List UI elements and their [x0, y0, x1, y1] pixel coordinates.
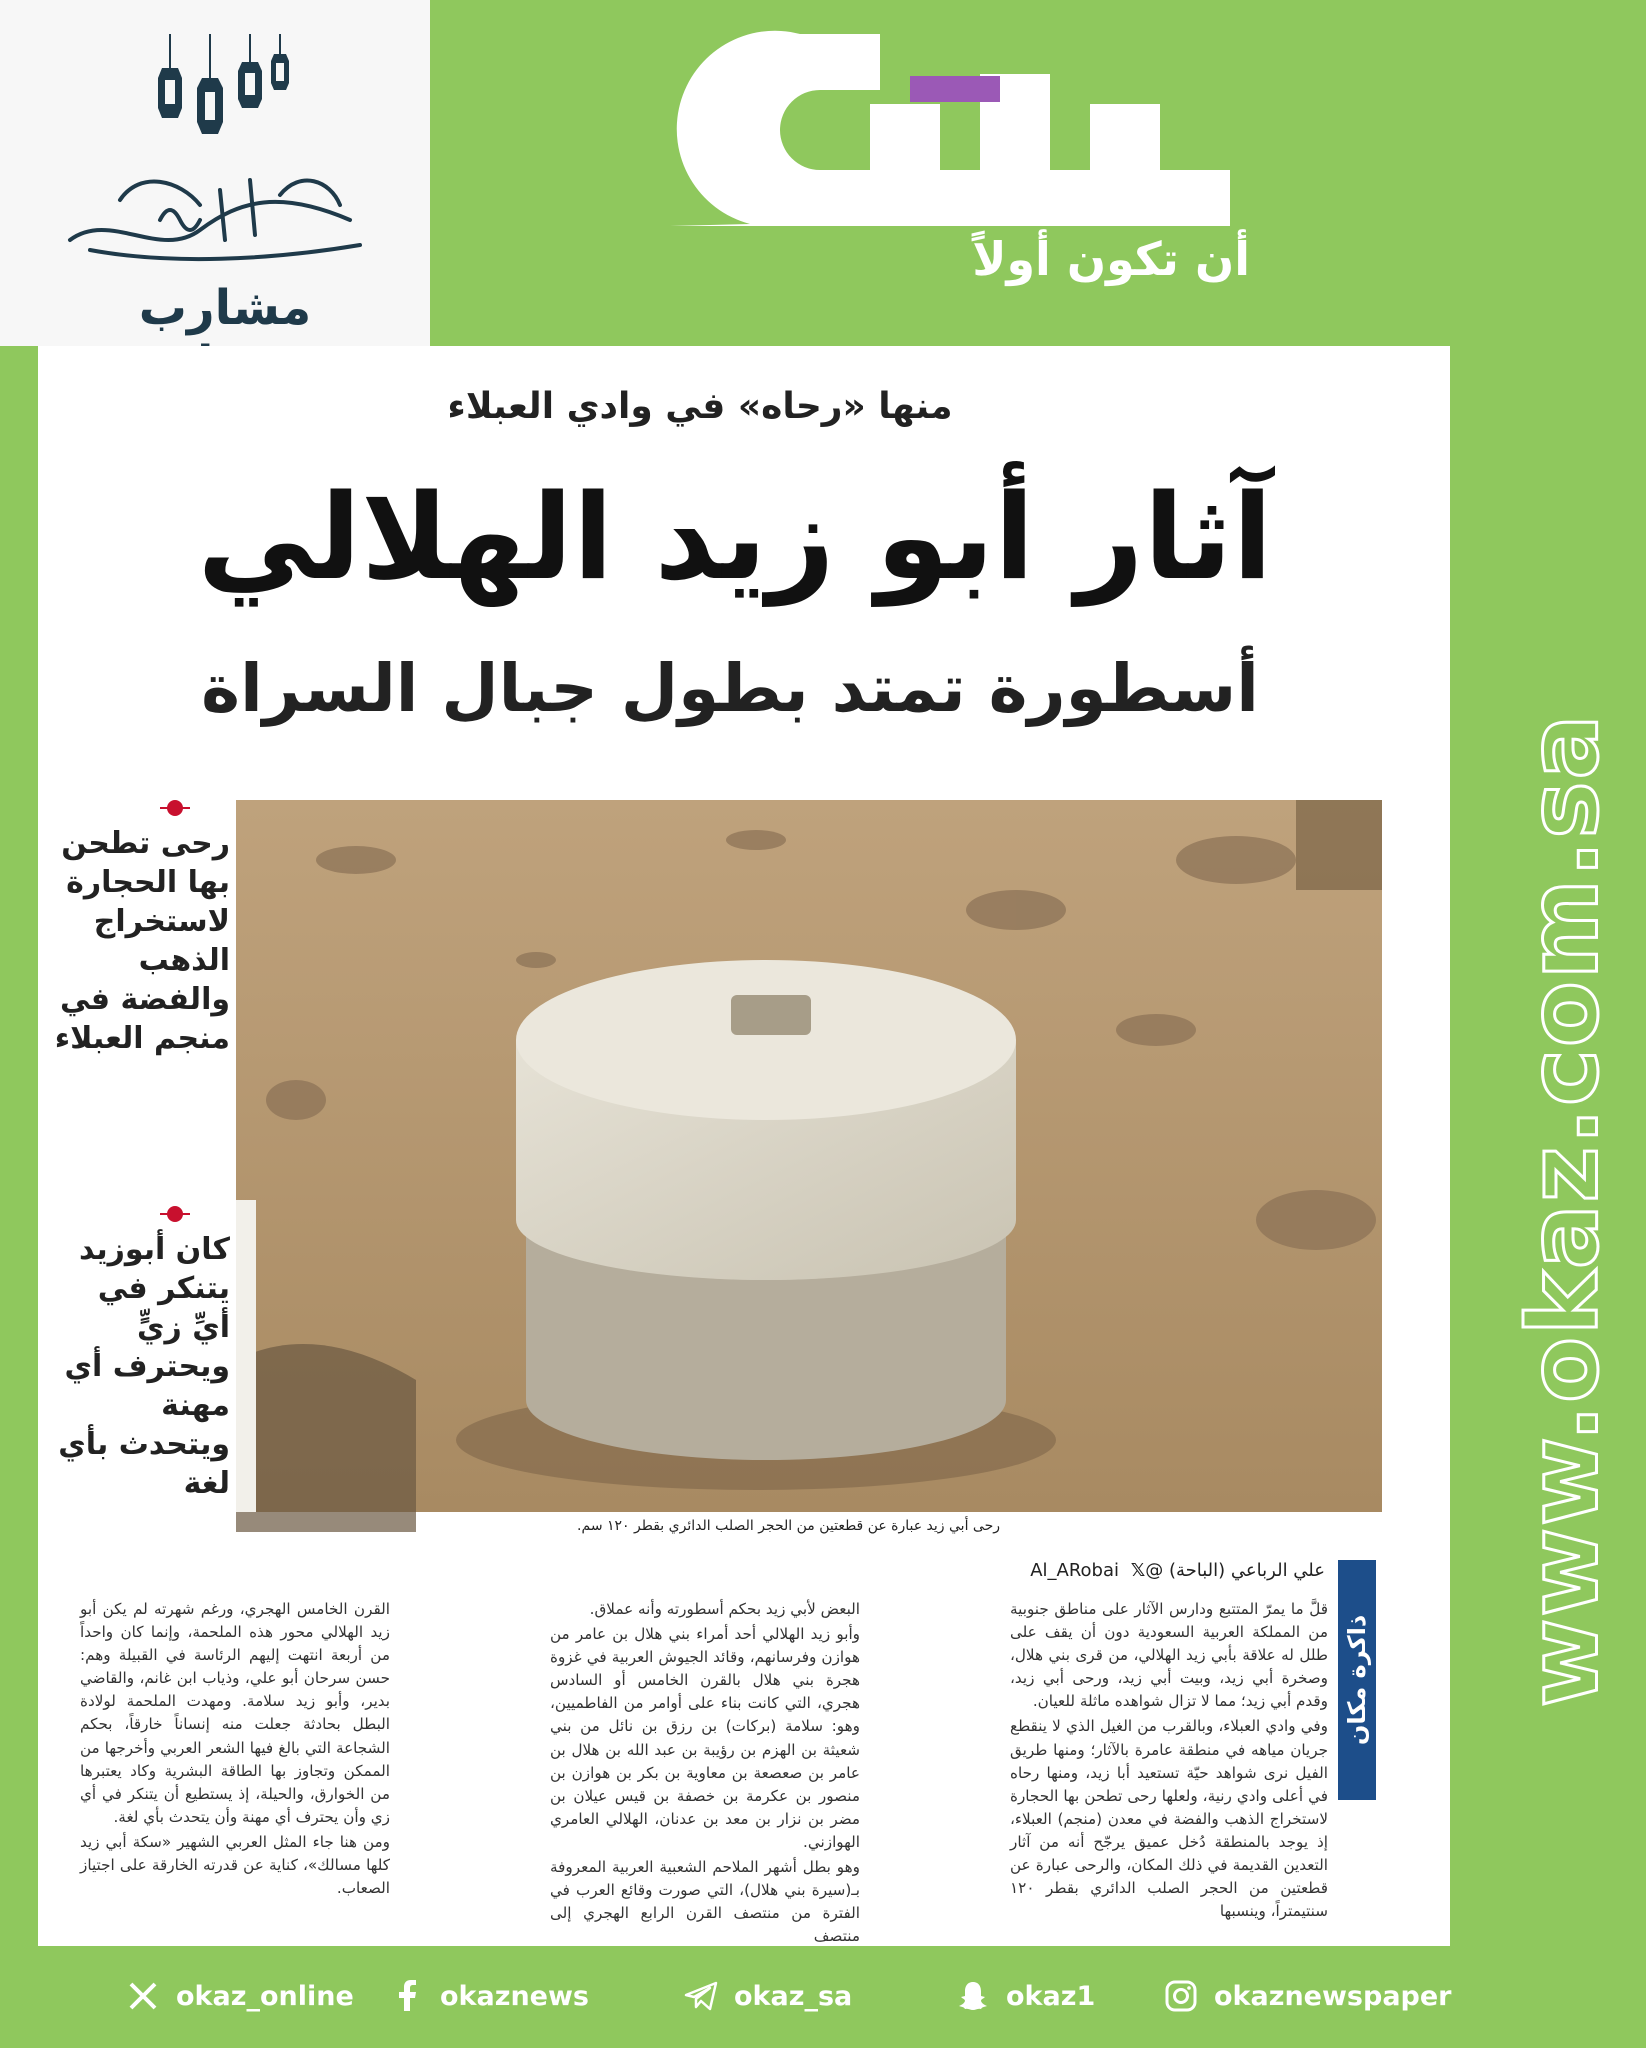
- pull-quote-text: كان أبوزيد يتنكر في أيِّ زيٍّ ويحترف أي مهنة ويتحدث بأي لغة: [58, 1232, 230, 1501]
- paragraph: ومن هنا جاء المثل العربي الشهير «سكة أبي زيد كلها مسالك»، كناية عن قدرته الخارقة على اجتياز الصعاب.: [80, 1832, 390, 1898]
- paragraph: البعض لأبي زيد بحكم أسطورته وأنه عملاق.: [589, 1600, 860, 1618]
- article-kicker: منها «رحاه» في وادي العبلاء: [447, 386, 953, 427]
- okaz-logo: [660, 36, 1250, 236]
- social-handle[interactable]: okaznewspaper: [1214, 1980, 1452, 2012]
- article-column-middle: [550, 1598, 860, 1946]
- ramadan-calligraphy: [50, 150, 380, 270]
- social-handle[interactable]: okaz_sa: [734, 1980, 853, 2012]
- social-handle[interactable]: okaz1: [1006, 1980, 1096, 2012]
- article-column-left: [80, 1598, 390, 1918]
- paragraph: وفي وادي العبلاء، وبالقرب من الغيل الذي لا ينقطع جريان مياهه في منطقة عامرة بالآثار؛ ومنها طريق الفيل نرى شواهد حيّة تستعيد أبا زيد، ومنها رحاه في أعلى وادي رنية، ولعلها رحى تطحن بها الحجارة لاستخراج الذهب والفضة في معدن (منجم) العبلاء، إذ يوجد بالمنطقة دُخل عميق يرجّح أنه من آثار التعدين القديمة في ذلك المكان، والرحى عبارة عن قطعتين من الحجر الصلب الدائري بقطر ١٢٠ سنتيمتراً، وينسبها: [1010, 1717, 1328, 1921]
- social-handle[interactable]: okaznews: [440, 1980, 589, 2012]
- snapchat-icon: [956, 1979, 990, 2013]
- instagram-icon: [1164, 1979, 1198, 2013]
- article-subhead: أسطورة تمتد بطول جبال السراة: [201, 650, 1259, 727]
- social-facebook[interactable]: [390, 1976, 589, 2016]
- photo-caption: رحى أبي زيد عبارة عن قطعتين من الحجر الصلب الدائري بقطر ١٢٠ سم.: [577, 1518, 1000, 1534]
- slogan: أن تكون أولاً: [972, 232, 1250, 286]
- social-x[interactable]: [126, 1976, 354, 2016]
- article-column-right: [1010, 1598, 1328, 1921]
- social-handle[interactable]: okaz_online: [176, 1980, 354, 2012]
- ramadan-panel: [0, 0, 430, 346]
- pull-quote-1: [50, 798, 230, 1058]
- section-label: ذاكرة مكان: [1343, 1614, 1372, 1746]
- millstone-photo: [236, 800, 1382, 1512]
- byline-author: علي الرباعي (الباحة): [1168, 1560, 1325, 1581]
- paragraph: وأبو زيد الهلالي أحد أمراء بني هلال بن عامر من هوازن وفرسانهم، وقائد الجيوش العربية في غزوة هجرة بني هلال بالقرن الخامس أو السادس هجري، التي كانت بناء على أوامر من الفاطميين، وهو: سلامة (بركات) بن رزق بن نائل من بني شعيثة بن الهزم بن رؤيبة بن عبد الله بن هلال بن عامر بن صعصعة بن معاوية بن بكر بن هوازن بن منصور بن عكرمة بن خصفة بن قيس عيلان بن مضر بن نزار بن معد بن عدنان، الهلالي العامري الهوازني.: [550, 1625, 860, 1851]
- byline-handle[interactable]: @Al_ARobai: [1030, 1560, 1164, 1581]
- paragraph: قلَّ ما يمرّ المتتبع ودارس الآثار على مناطق جنوبية من المملكة العربية السعودية دون أن يقف على طلل له علاقة بأبي زيد الهلالي، من قرى بني هلال، وصخرة أبي زيد، وبيت أبي زيد، ورحى أبي زيد، وقدم أبي زيد؛ مما لا تزال شواهده ماثلة للعيان.: [1010, 1600, 1328, 1711]
- red-dot-icon: [160, 798, 190, 818]
- paragraph: وهو بطل أشهر الملاحم الشعبية العربية المعروفة بـ(سيرة بني هلال)، التي صورت وقائع العرب في الفترة من منتصف القرن الرابع الهجري إلى منتصف: [550, 1858, 860, 1946]
- social-snapchat[interactable]: [956, 1976, 1095, 2016]
- logo-accent: [910, 76, 1000, 102]
- section-badge: [1338, 1560, 1376, 1800]
- x-icon: 𝕏: [1130, 1560, 1146, 1581]
- social-telegram[interactable]: [684, 1976, 852, 2016]
- pull-quote-text: رحى تطحن بها الحجارة لاستخراج الذهب والفضة في منجم العبلاء: [54, 826, 230, 1056]
- website-vertical[interactable]: [1507, 500, 1619, 1920]
- lanterns-icon: [150, 34, 290, 144]
- telegram-icon: [684, 1979, 718, 2013]
- paragraph: القرن الخامس الهجري، ورغم شهرته لم يكن أبو زيد الهلالي محور هذه الملحمة، وإنما كان واحداً من أربعة انتهت إليهم الرئاسة في القبيلة وهم: حسن سرحان أبو علي، وذياب ابن غانم، والقاضي بدير، وأبو زيد سلامة. ومهدت الملحمة لولادة البطل بحادثة جعلت منه إنساناً خارقاً، بحكم الشجاعة التي بالغ فيها الشعر العربي وأخرجها من الممكن وتجاوز بها الطاقة البشرية وكاد يعتبرها من الخوارق، والحيلة، إذ يستطيع أن يتنكر في أي زي وأن يحترف أي مهنة وأن يتحدث بأي لغة.: [80, 1600, 390, 1826]
- facebook-icon: [390, 1979, 424, 2013]
- website-url[interactable]: www.okaz.com.sa: [1507, 712, 1619, 1708]
- red-dot-icon: [160, 1204, 190, 1224]
- ramadan-section-title: مشارب: [138, 280, 312, 336]
- article-headline: آثار أبو زيد الهلالي: [197, 468, 1273, 606]
- x-icon: [126, 1979, 160, 2013]
- social-instagram[interactable]: [1164, 1976, 1452, 2016]
- byline: [1020, 1560, 1325, 1581]
- pull-quote-2: [50, 1204, 230, 1503]
